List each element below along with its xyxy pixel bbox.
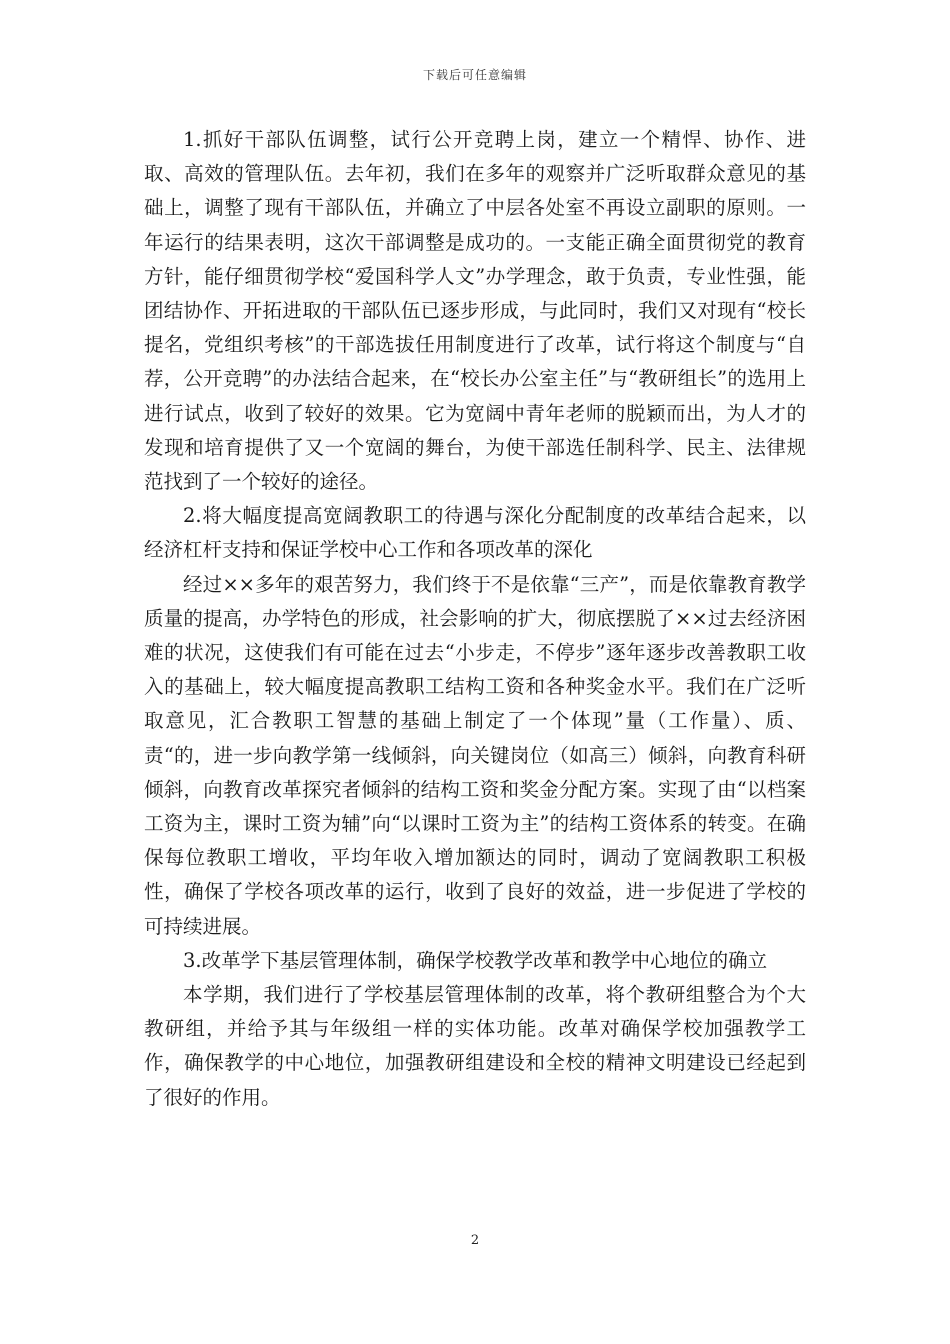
- paragraph-1: 1.抓好干部队伍调整，试行公开竞聘上岗，建立一个精悍、协作、进取、高效的管理队伍。去年初，我们在多年的观察并广泛听取群众意见的基础上，调整了现有干部队伍，并确立了中层各处室不再设立副职的原则。一年运行的结果表明，这次干部调整是成功的。一支能正确全面贯彻党的教育方针，能仔细贯彻学校“爱国科学人文”办学理念，敢于负责，专业性强，能团结协作、开拓进取的干部队伍已逐步形成，与此同时，我们又对现有“校长提名，党组织考核”的干部选拔任用制度进行了改革，试行将这个制度与“自荐，公开竞聘”的办法结合起来，在“校长办公室主任”与“教研组长”的选用上进行试点，收到了较好的效果。它为宽阔中青年老师的脱颖而出，为人才的发现和培育提供了又一个宽阔的舞台，为使干部选任制科学、民主、法律规范找到了一个较好的途径。: [144, 128, 806, 494]
- paragraph-2-heading: 2.将大幅度提高宽阔教职工的待遇与深化分配制度的改革结合起来，以经济杠杆支持和保证学校中心工作和各项改革的深化: [144, 504, 806, 562]
- paragraph-5: 本学期，我们进行了学校基层管理体制的改革，将个教研组整合为个大教研组，并给予其与年级组一样的实体功能。改革对确保学校加强教学工作，确保教学的中心地位，加强教研组建设和全校的精神文明建设已经起到了很好的作用。: [144, 983, 806, 1109]
- paragraph-4-heading: 3.改革学下基层管理体制，确保学校教学改革和教学中心地位的确立: [183, 948, 768, 972]
- page-header: 下载后可任意编辑: [422, 68, 527, 82]
- page-number: 2: [470, 1233, 480, 1248]
- document-body: [144, 123, 806, 1115]
- paragraph-3: 经过××多年的艰苦努力，我们终于不是依靠“三产”，而是依靠教育教学质量的提高，办学特色的形成，社会影响的扩大，彻底摆脱了××过去经济困难的状况，这使我们有可能在过去“小步走，不停步”逐年逐步改善教职工收入的基础上，较大幅度提高教职工结构工资和各种奖金水平。我们在广泛听取意见，汇合教职工智慧的基础上制定了一个体现”量（工作量）、质、责“的，进一步向教学第一线倾斜，向关键岗位（如高三）倾斜，向教育科研倾斜，向教育改革探究者倾斜的结构工资和奖金分配方案。实现了由“以档案工资为主，课时工资为辅”向“以课时工资为主”的结构工资体系的转变。在确保每位教职工增收，平均年收入增加额达的同时，调动了宽阔教职工积极性，确保了学校各项改革的运行，收到了良好的效益，进一步促进了学校的可持续进展。: [144, 572, 806, 938]
